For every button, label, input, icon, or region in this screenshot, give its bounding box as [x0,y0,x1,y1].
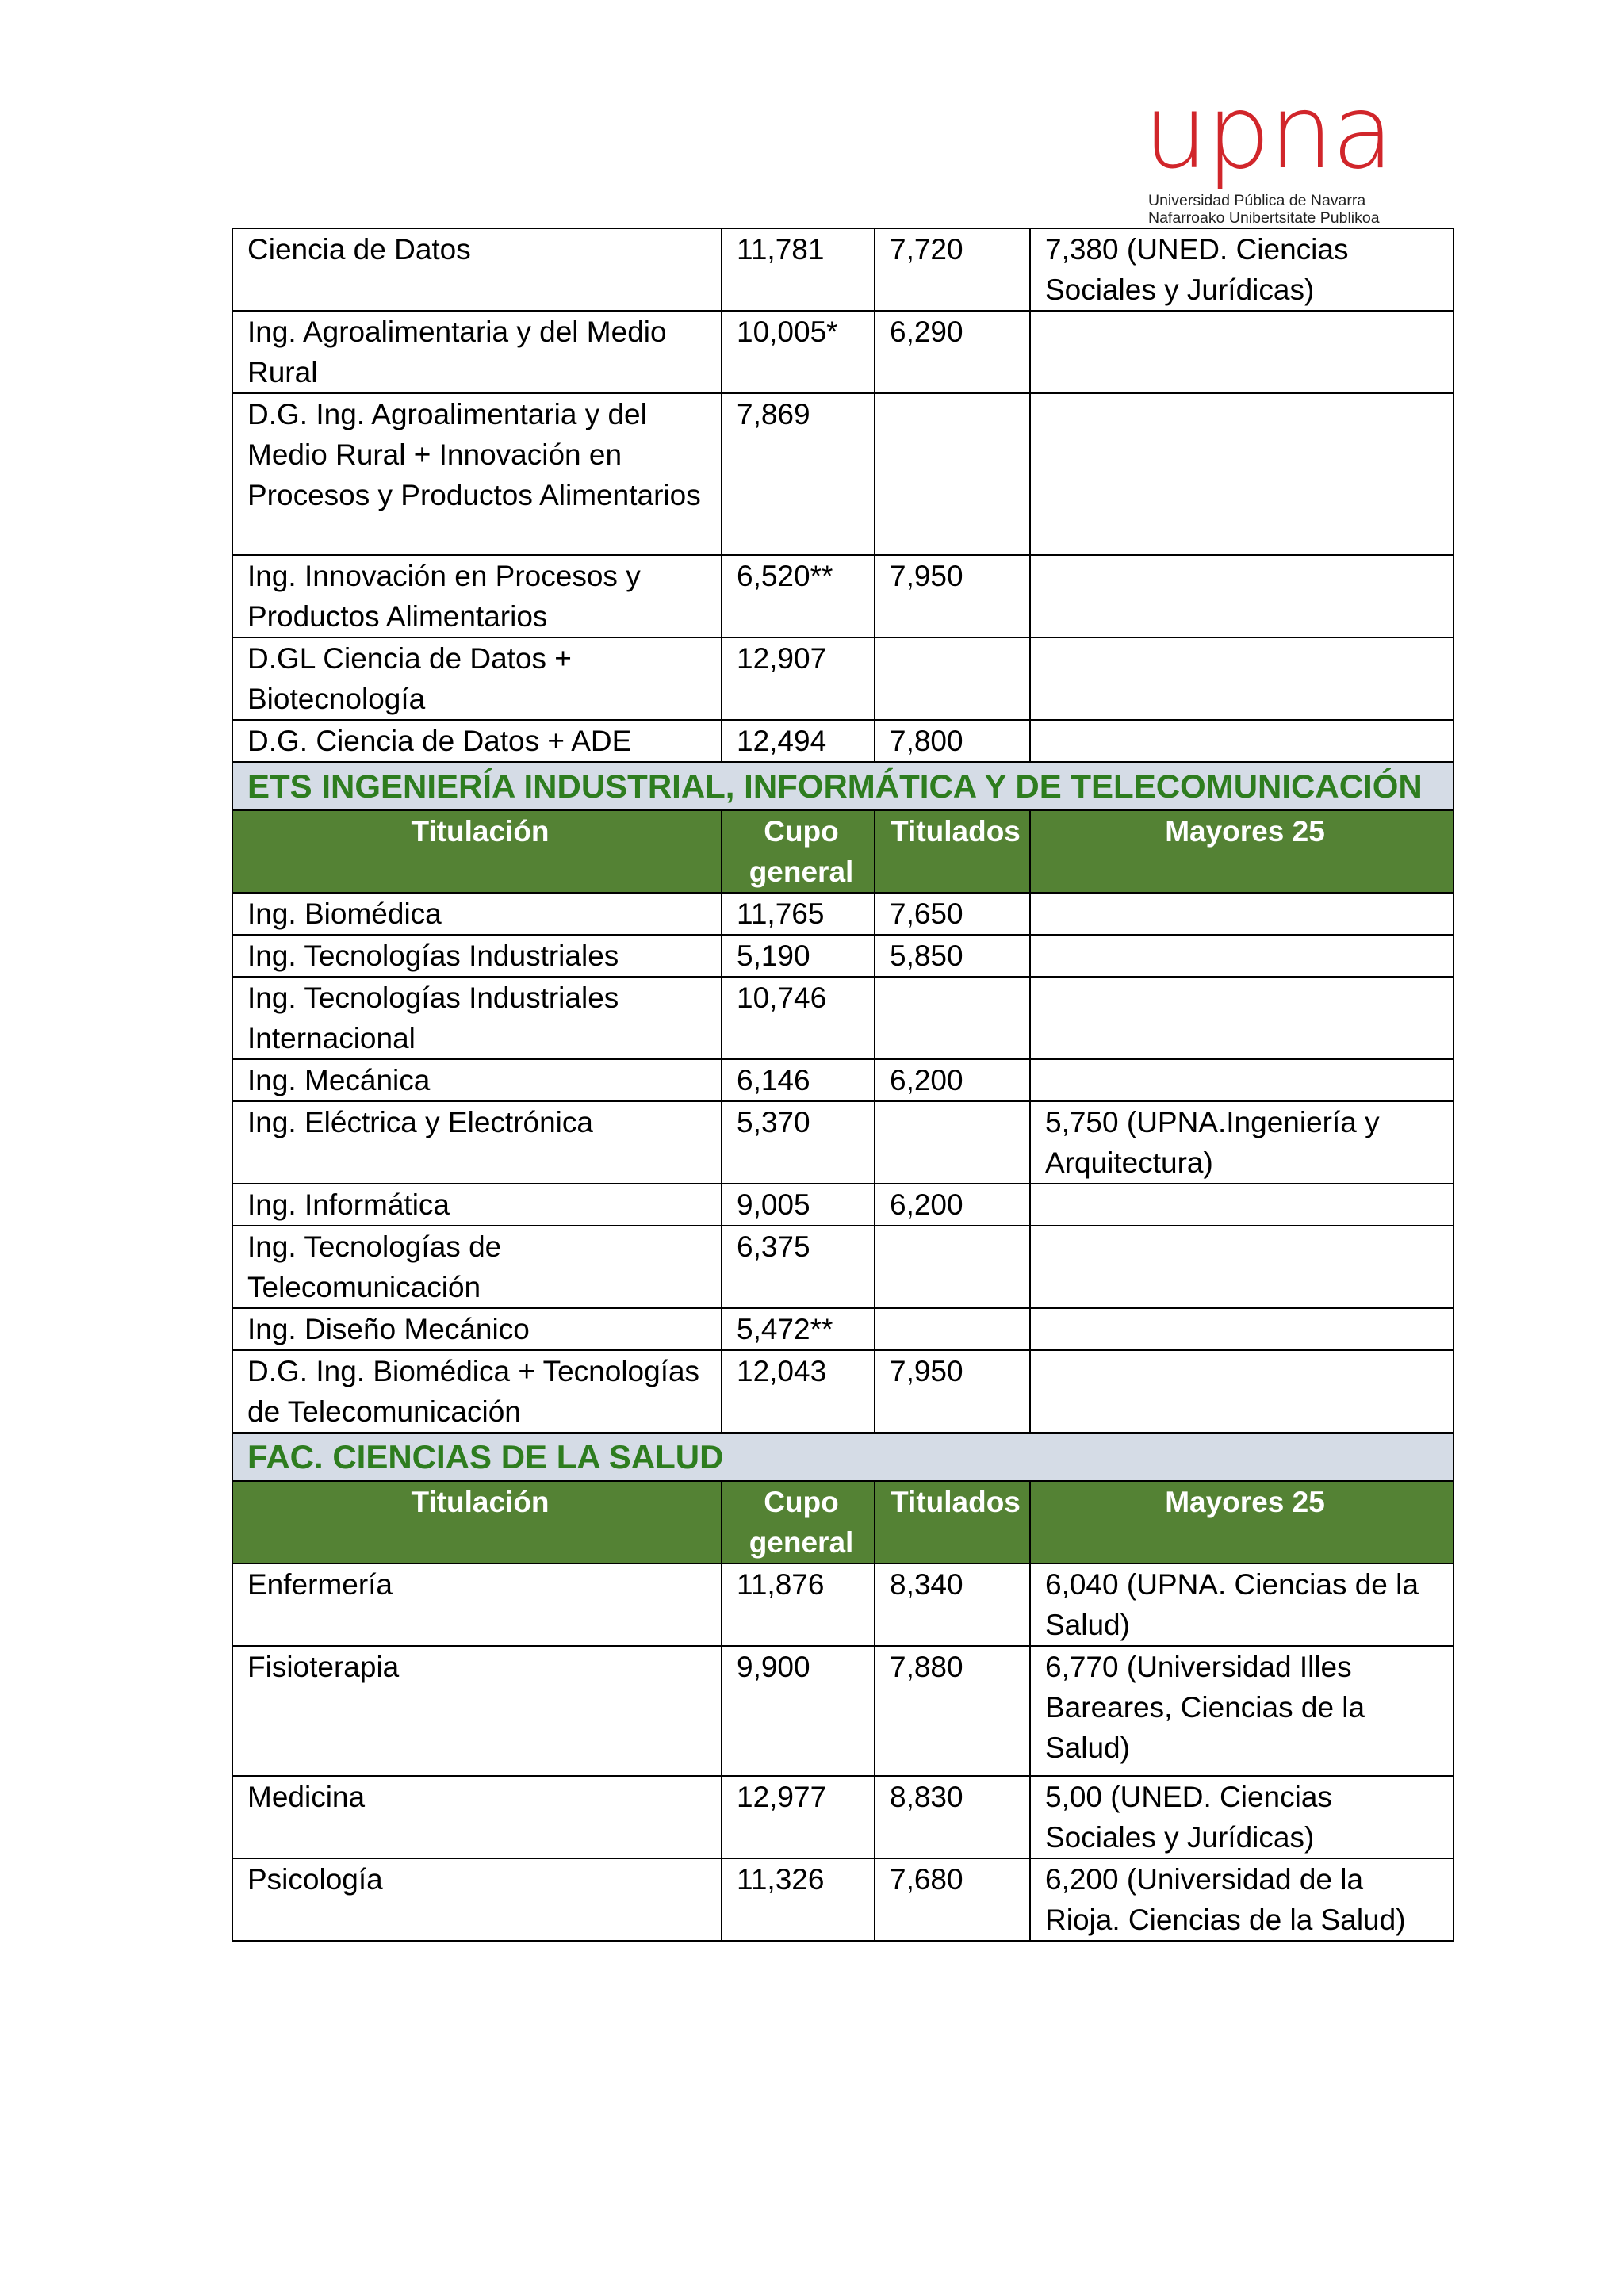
header-cupo: Cupo general [722,1481,875,1563]
table-row [232,393,1454,555]
table-row [232,1776,1454,1858]
cell-cupo: 10,005* [722,311,875,393]
header-row [232,1481,1454,1563]
cell-mayores [1030,1226,1454,1308]
cell-mayores [1030,311,1454,393]
table-row [232,1059,1454,1101]
cell-titulacion: Ing. Eléctrica y Electrónica [232,1101,722,1184]
section-title: ETS INGENIERÍA INDUSTRIAL, INFORMÁTICA Y DE TELECOMUNICACIÓN [232,763,1454,811]
cell-mayores [1030,1184,1454,1226]
cell-cupo: 12,977 [722,1776,875,1858]
table-row [232,555,1454,637]
cell-mayores [1030,1059,1454,1101]
cell-titulacion: D.G. Ciencia de Datos + ADE [232,720,722,763]
cell-titulacion: Fisioterapia [232,1646,722,1776]
cell-titulacion: D.GL Ciencia de Datos + Biotecnología [232,637,722,720]
cell-mayores: 5,00 (UNED. Ciencias Sociales y Jurídicas) [1030,1776,1454,1858]
cell-titulacion: Ing. Mecánica [232,1059,722,1101]
cell-mayores: 7,380 (UNED. Ciencias Sociales y Jurídicas) [1030,228,1454,311]
cell-titulacion: D.G. Ing. Biomédica + Tecnologías de Telecomunicación [232,1350,722,1433]
cell-titulados: 8,830 [875,1776,1030,1858]
table-row [232,977,1454,1059]
table-row [232,893,1454,935]
cell-mayores [1030,935,1454,977]
cell-titulados: 8,340 [875,1563,1030,1646]
cell-titulacion: Enfermería [232,1563,722,1646]
cell-cupo: 11,765 [722,893,875,935]
table-row [232,935,1454,977]
cell-mayores: 6,200 (Universidad de la Rioja. Ciencias de la Salud) [1030,1858,1454,1941]
cell-cupo: 7,869 [722,393,875,555]
cell-titulados [875,637,1030,720]
cell-cupo: 5,370 [722,1101,875,1184]
cell-titulacion: Ing. Agroalimentaria y del Medio Rural [232,311,722,393]
table-row [232,720,1454,763]
cell-mayores: 6,040 (UPNA. Ciencias de la Salud) [1030,1563,1454,1646]
grades-table [232,228,1454,1942]
table-row [232,1101,1454,1184]
cell-mayores [1030,893,1454,935]
cell-titulados: 6,290 [875,311,1030,393]
cell-cupo: 5,472** [722,1308,875,1350]
header-mayores: Mayores 25 [1030,810,1454,893]
header-titulados: Titulados [875,1481,1030,1563]
header-titulados: Titulados [875,810,1030,893]
table-row [232,1646,1454,1776]
cell-mayores [1030,1308,1454,1350]
cell-mayores [1030,393,1454,555]
cell-titulacion: Ciencia de Datos [232,228,722,311]
header-mayores: Mayores 25 [1030,1481,1454,1563]
section-heading-row [232,1433,1454,1482]
cell-titulados: 7,880 [875,1646,1030,1776]
cell-titulados: 7,800 [875,720,1030,763]
cell-cupo: 9,005 [722,1184,875,1226]
section-title: FAC. CIENCIAS DE LA SALUD [232,1433,1454,1482]
cell-mayores [1030,720,1454,763]
table-row [232,1350,1454,1433]
cell-titulados: 5,850 [875,935,1030,977]
table-row [232,311,1454,393]
cell-cupo: 11,781 [722,228,875,311]
cell-mayores [1030,637,1454,720]
logo-subtitle-eu: Nafarroako Unibertsitate Publikoa [1148,209,1380,227]
cell-titulacion: Ing. Biomédica [232,893,722,935]
cell-cupo: 5,190 [722,935,875,977]
header-row [232,810,1454,893]
upna-logo [1143,74,1402,230]
table-row [232,228,1454,311]
table-row [232,1308,1454,1350]
cell-cupo: 12,494 [722,720,875,763]
cell-titulados [875,393,1030,555]
table-row [232,1858,1454,1941]
cell-titulados: 7,680 [875,1858,1030,1941]
cell-titulados: 7,950 [875,1350,1030,1433]
logo-wordmark: upna [1143,74,1392,192]
cell-titulados [875,1101,1030,1184]
table-row [232,1226,1454,1308]
cell-titulados: 7,650 [875,893,1030,935]
cell-titulacion: Ing. Innovación en Procesos y Productos Alimentarios [232,555,722,637]
section-heading-row [232,763,1454,811]
cell-titulados: 7,950 [875,555,1030,637]
cell-cupo: 9,900 [722,1646,875,1776]
cell-titulacion: Psicología [232,1858,722,1941]
cell-cupo: 6,520** [722,555,875,637]
cell-titulacion: Ing. Diseño Mecánico [232,1308,722,1350]
cell-cupo: 6,146 [722,1059,875,1101]
cell-cupo: 6,375 [722,1226,875,1308]
cell-titulados: 6,200 [875,1059,1030,1101]
cell-titulacion: D.G. Ing. Agroalimentaria y del Medio Rural + Innovación en Procesos y Productos Alimentarios [232,393,722,555]
cell-cupo: 10,746 [722,977,875,1059]
cell-titulacion: Ing. Tecnologías Industriales [232,935,722,977]
cell-titulados [875,977,1030,1059]
cell-cupo: 12,907 [722,637,875,720]
header-cupo: Cupo general [722,810,875,893]
cell-mayores [1030,977,1454,1059]
cell-titulacion: Ing. Informática [232,1184,722,1226]
cell-titulados: 6,200 [875,1184,1030,1226]
cell-titulacion: Ing. Tecnologías Industriales Internacional [232,977,722,1059]
cell-cupo: 11,326 [722,1858,875,1941]
header-titulacion: Titulación [232,1481,722,1563]
cell-mayores: 5,750 (UPNA.Ingeniería y Arquitectura) [1030,1101,1454,1184]
cell-titulados: 7,720 [875,228,1030,311]
cell-titulacion: Ing. Tecnologías de Telecomunicación [232,1226,722,1308]
cell-mayores [1030,555,1454,637]
cell-cupo: 11,876 [722,1563,875,1646]
table-row [232,1184,1454,1226]
table-row [232,1563,1454,1646]
cell-titulados [875,1308,1030,1350]
cell-titulados [875,1226,1030,1308]
header-titulacion: Titulación [232,810,722,893]
cell-mayores [1030,1350,1454,1433]
logo-subtitle-es: Universidad Pública de Navarra [1148,192,1366,209]
cell-cupo: 12,043 [722,1350,875,1433]
cell-titulacion: Medicina [232,1776,722,1858]
table-row [232,637,1454,720]
cell-mayores: 6,770 (Universidad Illes Bareares, Ciencias de la Salud) [1030,1646,1454,1776]
